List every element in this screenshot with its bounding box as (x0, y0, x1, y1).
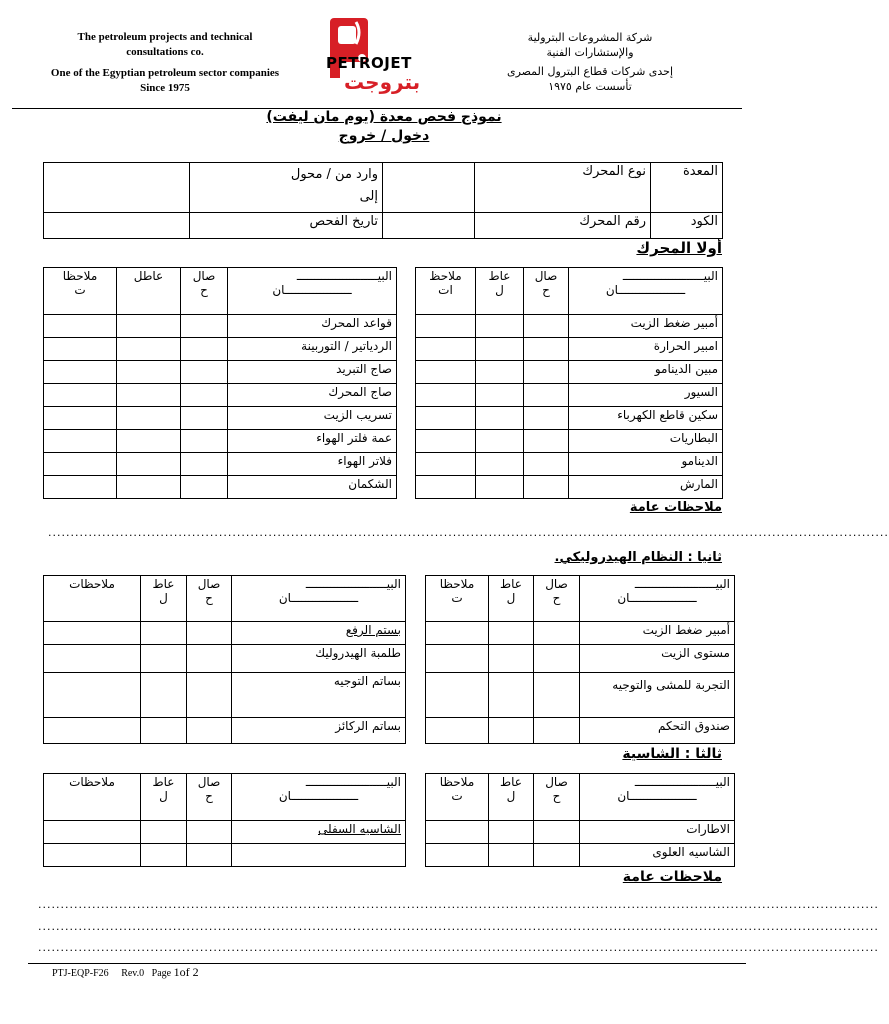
from-to-label-line2: إلى (359, 189, 378, 204)
item-label: المارش (569, 476, 723, 499)
valid-cell[interactable] (534, 673, 580, 718)
valid-cell[interactable] (524, 315, 569, 338)
logo-text-arabic: بتروجت (344, 70, 421, 94)
section-hydraulic-title: ثانيا : النظام الهيدروليكي. (554, 550, 722, 565)
engine-notes-line[interactable]: ........................................................................................................................................................................................... (48, 526, 889, 539)
engine-number-label: رقم المحرك (475, 213, 651, 239)
col-valid-header: صال ح (524, 268, 569, 315)
col-notes-header: ملاحظات (44, 774, 141, 821)
item-label: أمبير ضغط الزيت (580, 622, 735, 645)
from-to-value-cell[interactable] (44, 163, 190, 213)
broken-cell[interactable] (476, 361, 524, 384)
broken-cell[interactable] (117, 384, 181, 407)
col-broken-header: عاط ل (141, 576, 187, 622)
item-label: التجربة للمشى والتوجيه (580, 673, 735, 718)
valid-cell[interactable] (524, 476, 569, 499)
engine-type-value-cell[interactable] (383, 163, 475, 213)
item-label: طلمبة الهيدروليك (232, 645, 406, 673)
notes-cell[interactable] (426, 844, 489, 867)
engine-general-notes-label: ملاحظات عامة (629, 500, 722, 515)
equipment-info-table (43, 162, 723, 239)
notes-cell[interactable] (44, 430, 117, 453)
item-label: مبين الدينامو (569, 361, 723, 384)
company-name-ar-line1: شركة المشروعات البترولية (527, 31, 653, 44)
broken-cell[interactable] (141, 718, 187, 744)
notes-cell[interactable] (416, 338, 476, 361)
notes-cell[interactable] (426, 622, 489, 645)
footer-doc-code: PTJ-EQP-F26 (52, 968, 109, 979)
from-to-label (190, 163, 383, 213)
footer-rule (28, 963, 746, 964)
item-label: الشاسيه العلوى (580, 844, 735, 867)
broken-cell[interactable] (117, 407, 181, 430)
col-valid-header: صال ح (187, 576, 232, 622)
notes-cell[interactable] (416, 384, 476, 407)
company-name-line1: The petroleum projects and technical (77, 31, 253, 43)
col-broken-header: عاط ل (141, 774, 187, 821)
valid-cell[interactable] (534, 645, 580, 673)
notes-cell[interactable] (416, 361, 476, 384)
broken-cell[interactable] (476, 453, 524, 476)
form-title: نموذج فحص معدة (يوم مان ليفت) (266, 109, 502, 125)
valid-cell[interactable] (524, 407, 569, 430)
valid-cell[interactable] (181, 430, 228, 453)
notes-cell[interactable] (44, 361, 117, 384)
chassis-general-notes-label: ملاحظات عامة (622, 869, 722, 885)
item-label: بساتم التوجيه (232, 673, 406, 718)
hydraulic-table-left (43, 575, 406, 744)
col-broken-header: عاط ل (489, 576, 534, 622)
section-chassis-title: ثالثا : الشاسية (622, 746, 722, 762)
broken-cell[interactable] (117, 430, 181, 453)
notes-cell[interactable] (44, 622, 141, 645)
code-label: الكود (651, 213, 723, 239)
col-statement-header: البيـــــــــــــــــــــــ ـــــــــــــــــــان (232, 576, 406, 622)
item-label: مستوى الزيت (580, 645, 735, 673)
engine-table-left (43, 267, 397, 499)
valid-cell[interactable] (524, 361, 569, 384)
company-name-ar-line2: والإستشارات الفنية (546, 46, 634, 59)
notes-cell[interactable] (44, 407, 117, 430)
broken-cell[interactable] (117, 476, 181, 499)
item-label: الشاسيه السفلى (232, 821, 406, 844)
valid-cell[interactable] (181, 407, 228, 430)
valid-cell[interactable] (181, 338, 228, 361)
notes-cell[interactable] (416, 453, 476, 476)
item-label: الشكمان (228, 476, 397, 499)
footer-page-label: Page (151, 968, 172, 979)
broken-cell[interactable] (489, 622, 534, 645)
col-notes-header: ملاحظا ت (426, 576, 489, 622)
equipment-label: المعدة (651, 163, 723, 213)
notes-cell[interactable] (426, 673, 489, 718)
col-notes-header: ملاحظا ت (426, 774, 489, 821)
chassis-notes-line-2[interactable]: ........................................................................................................................................................................................... (38, 920, 879, 933)
valid-cell[interactable] (187, 821, 232, 844)
col-statement-header: البيـــــــــــــــــــــــ ـــــــــــــــــــان (569, 268, 723, 315)
col-valid-header: صال ح (187, 774, 232, 821)
notes-cell[interactable] (44, 645, 141, 673)
valid-cell[interactable] (524, 453, 569, 476)
item-label: السيور (569, 384, 723, 407)
company-tagline-ar: إحدى شركات قطاع البترول المصرى (506, 65, 674, 78)
notes-cell[interactable] (44, 384, 117, 407)
item-label: قواعد المحرك (228, 315, 397, 338)
notes-cell[interactable] (44, 673, 141, 718)
valid-cell[interactable] (181, 315, 228, 338)
valid-cell[interactable] (524, 338, 569, 361)
broken-cell[interactable] (476, 315, 524, 338)
engine-type-label: نوع المحرك (475, 163, 651, 213)
valid-cell[interactable] (534, 718, 580, 744)
broken-cell[interactable] (476, 384, 524, 407)
col-broken-header: عاطل (117, 268, 181, 315)
broken-cell[interactable] (117, 315, 181, 338)
col-statement-header: البيـــــــــــــــــــــــ ـــــــــــــــــــان (580, 576, 735, 622)
broken-cell[interactable] (141, 821, 187, 844)
broken-cell[interactable] (489, 718, 534, 744)
col-notes-header: ملاحظات (44, 576, 141, 622)
chassis-table-left (43, 773, 406, 867)
valid-cell[interactable] (187, 718, 232, 744)
broken-cell[interactable] (489, 844, 534, 867)
col-valid-header: صال ح (181, 268, 228, 315)
item-label: فلاتر الهواء (228, 453, 397, 476)
notes-cell[interactable] (426, 718, 489, 744)
notes-cell[interactable] (44, 453, 117, 476)
valid-cell[interactable] (187, 673, 232, 718)
broken-cell[interactable] (117, 453, 181, 476)
item-label (232, 844, 406, 867)
notes-cell[interactable] (44, 844, 141, 867)
section-engine-title: أولا المحرك (636, 239, 722, 257)
broken-cell[interactable] (141, 645, 187, 673)
company-since: Since 1975 (140, 82, 190, 94)
notes-cell[interactable] (44, 476, 117, 499)
engine-table-right (415, 267, 723, 499)
inspection-date-label: تاريخ الفحص (190, 213, 383, 239)
broken-cell[interactable] (476, 476, 524, 499)
chassis-notes-line-1[interactable]: ........................................................................................................................................................................................... (38, 898, 879, 911)
company-name-line2: consultations co. (126, 46, 204, 58)
item-label: امبير الحرارة (569, 338, 723, 361)
valid-cell[interactable] (181, 453, 228, 476)
broken-cell[interactable] (117, 338, 181, 361)
item-label: صندوق التحكم (580, 718, 735, 744)
item-label: صاج المحرك (228, 384, 397, 407)
footer-page-number: 1of 2 (173, 965, 199, 979)
notes-cell[interactable] (416, 430, 476, 453)
inspection-date-value-cell[interactable] (44, 213, 190, 239)
form-subtitle: دخول / خروج (338, 128, 430, 144)
company-since-ar: تأسست عام ١٩٧٥ (548, 80, 632, 93)
item-label: بساتم الركائز (232, 718, 406, 744)
broken-cell[interactable] (476, 407, 524, 430)
col-broken-header: عاط ل (476, 268, 524, 315)
broken-cell[interactable] (489, 645, 534, 673)
item-label: أمبير ضغط الزيت (569, 315, 723, 338)
petrojet-logo (322, 14, 432, 100)
chassis-notes-line-3[interactable]: ........................................................................................................................................................................................... (38, 941, 879, 954)
broken-cell[interactable] (141, 673, 187, 718)
valid-cell[interactable] (187, 622, 232, 645)
notes-cell[interactable] (416, 315, 476, 338)
broken-cell[interactable] (489, 821, 534, 844)
broken-cell[interactable] (476, 430, 524, 453)
broken-cell[interactable] (489, 673, 534, 718)
col-notes-header: ملاحظ ات (416, 268, 476, 315)
valid-cell[interactable] (524, 430, 569, 453)
company-name-english (30, 30, 300, 96)
chassis-table-right (425, 773, 735, 867)
notes-cell[interactable] (44, 338, 117, 361)
company-name-arabic (500, 30, 680, 94)
footer (52, 965, 199, 980)
logo-text-english: PETROJET (326, 54, 412, 72)
item-label: بستم الرفع (232, 622, 406, 645)
item-label: الردياتير / التوربينة (228, 338, 397, 361)
notes-cell[interactable] (416, 476, 476, 499)
col-broken-header: عاط ل (489, 774, 534, 821)
from-to-label-line1: وارد من / محول (290, 167, 378, 182)
col-notes-header: ملاحظا ت (44, 268, 117, 315)
engine-number-value-cell[interactable] (383, 213, 475, 239)
broken-cell[interactable] (476, 338, 524, 361)
item-label: صاج التبريد (228, 361, 397, 384)
notes-cell[interactable] (416, 407, 476, 430)
valid-cell[interactable] (187, 844, 232, 867)
valid-cell[interactable] (187, 645, 232, 673)
item-label: عمة فلتر الهواء (228, 430, 397, 453)
valid-cell[interactable] (181, 476, 228, 499)
notes-cell[interactable] (44, 718, 141, 744)
hydraulic-table-right (425, 575, 735, 744)
item-label: الدينامو (569, 453, 723, 476)
item-label: البطاريات (569, 430, 723, 453)
valid-cell[interactable] (181, 384, 228, 407)
col-statement-header: البيـــــــــــــــــــــــ ـــــــــــــــــــان (228, 268, 397, 315)
col-valid-header: صال ح (534, 576, 580, 622)
col-statement-header: البيـــــــــــــــــــــــ ـــــــــــــــــــان (580, 774, 735, 821)
col-valid-header: صال ح (534, 774, 580, 821)
valid-cell[interactable] (534, 622, 580, 645)
notes-cell[interactable] (44, 821, 141, 844)
broken-cell[interactable] (141, 622, 187, 645)
item-label: تسريب الزيت (228, 407, 397, 430)
broken-cell[interactable] (117, 361, 181, 384)
valid-cell[interactable] (534, 844, 580, 867)
footer-rev: Rev.0 (121, 968, 145, 979)
valid-cell[interactable] (181, 361, 228, 384)
notes-cell[interactable] (426, 821, 489, 844)
broken-cell[interactable] (141, 844, 187, 867)
valid-cell[interactable] (524, 384, 569, 407)
item-label: سكين قاطع الكهرباء (569, 407, 723, 430)
item-label: الاطارات (580, 821, 735, 844)
notes-cell[interactable] (44, 315, 117, 338)
col-statement-header: البيـــــــــــــــــــــــ ـــــــــــــــــــان (232, 774, 406, 821)
notes-cell[interactable] (426, 645, 489, 673)
company-tagline: One of the Egyptian petroleum sector companies (50, 67, 280, 79)
valid-cell[interactable] (534, 821, 580, 844)
